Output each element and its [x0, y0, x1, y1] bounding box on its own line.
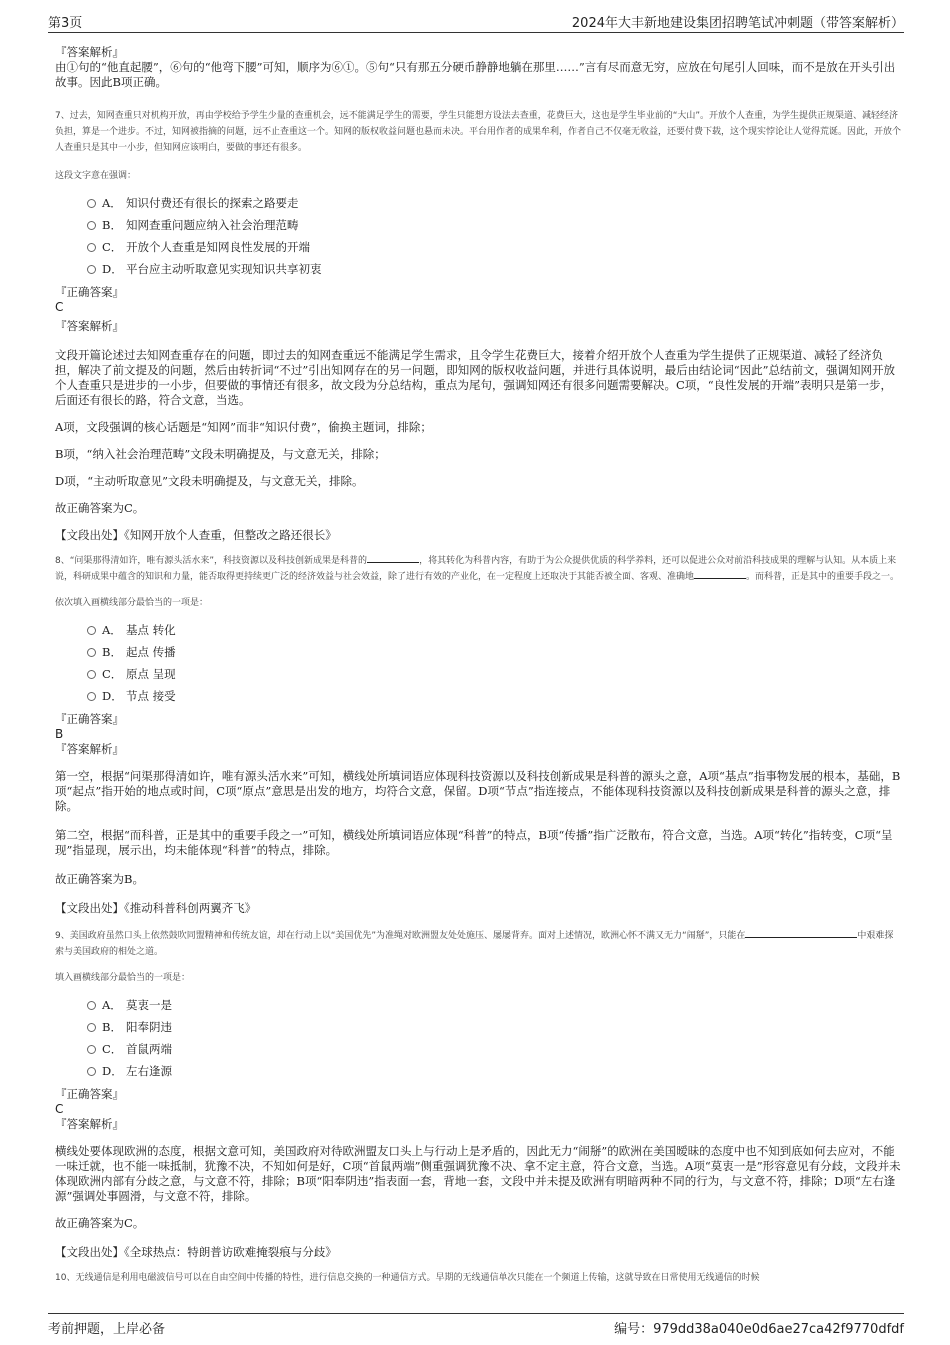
q9-correct-answer: C	[55, 1102, 64, 1116]
q9-analysis-label: 『答案解析』	[55, 1117, 124, 1131]
q9-stem: 9、美国政府虽然口头上依然鼓吹同盟精神和传统友谊，却在行动上以“美国优先”为准绳对欧洲盟友处处施压、屡屡背弃。面对上述情况，欧洲心怀不满又无力“闹掰”，只能在 中艰难探索与美国政府的相处之道。	[55, 928, 901, 960]
q8-prompt: 依次填入画横线部分最恰当的一项是：	[55, 598, 209, 608]
q9-options	[87, 994, 901, 1082]
page-footer	[48, 1313, 904, 1337]
q7-option-a[interactable]: A． 知识付费还有很长的探索之路要走	[87, 192, 901, 214]
document-body	[55, 44, 901, 1286]
q8-correct-label: 『正确答案』	[55, 712, 124, 726]
radio-icon[interactable]	[87, 626, 96, 635]
radio-icon[interactable]	[87, 243, 96, 252]
q8-stem: 8、“问渠那得清如许，唯有源头活水来”，科技资源以及科技创新成果是科普的 ，将其转化为科普内容，有助于为公众提供优质的科学养料，还可以促进公众对前沿科技成果的理解与认知。从本质上来说，科研成果中蕴含的知识和力量，能否取得更持续更广泛的经济效益与社会效益，除了进行有效的产业化，在一定程度上还取决于其能否被全面、客观、准确地 。而科普，正是其中的重要手段之一。	[55, 553, 901, 585]
q8-options	[87, 619, 901, 707]
q8-analysis-p3: 故正确答案为B。	[55, 872, 144, 886]
radio-icon[interactable]	[87, 1045, 96, 1054]
q7-option-b[interactable]: B． 知网查重问题应纳入社会治理范畴	[87, 214, 901, 236]
q8-option-c[interactable]: C． 原点 呈现	[87, 663, 901, 685]
q7-option-d[interactable]: D． 平台应主动听取意见实现知识共享初衷	[87, 258, 901, 280]
q7-options	[87, 192, 901, 280]
footer-serial: 编号：979dd38a040e0d6ae27ca42f9770dfdf	[614, 1322, 904, 1337]
blank-line	[694, 569, 746, 579]
q9-prompt: 填入画横线部分最恰当的一项是：	[55, 973, 191, 983]
q9-correct-label: 『正确答案』	[55, 1087, 124, 1101]
q8-analysis-label: 『答案解析』	[55, 742, 124, 756]
radio-icon[interactable]	[87, 221, 96, 230]
q6-analysis: 由①句的“他直起腰”，⑥句的“他弯下腰”可知，顺序为⑥①。⑤句“只有那五分硬币静静地躺在那里……”言有尽而意无穷，应放在句尾引人回味，而不是放在开头引出故事。因此B项正确。	[55, 60, 896, 89]
radio-icon[interactable]	[87, 199, 96, 208]
q8-analysis-p1: 第一空，根据“问渠那得清如许，唯有源头活水来”可知，横线处所填词语应体现科技资源以及科技创新成果是科普的源头之意，A项“基点”指事物发展的根本，基础，B项“起点”指开始的地点或时间，C项“原点”意思是出发的地方，均符合文意，保留。D项“节点”指连接点，不能体现科技资源以及科技创新成果是科普的源头之意，排除。	[55, 769, 901, 813]
q7-prompt: 这段文字意在强调：	[55, 171, 137, 181]
q7-stem: 7、过去，知网查重只对机构开放，再由学校给予学生少量的查重机会，远不能满足学生的需要，学生只能想方设法去查重，花费巨大，这也是学生毕业前的“大山”。开放个人查重，为学生提供正规渠道、减轻经济负担，算是一个进步。不过，知网被指摘的问题，远不止查重这一个。知网的版权收益问题也悬而未决。平台用作者的成果牟利，作者自己不仅毫无收益，还要付费下载，这个现实悖论让人觉得荒诞。因此，开放个人查重只是其中一小步，但知网应该明白，要做的事还有很多。	[55, 111, 902, 153]
document-title: 2024年大丰新地建设集团招聘笔试冲刺题（带答案解析）	[571, 16, 904, 31]
q9-option-d[interactable]: D． 左右逢源	[87, 1060, 901, 1082]
page-number: 第3页	[48, 16, 83, 31]
q9-option-c[interactable]: C． 首鼠两端	[87, 1038, 901, 1060]
q7-analysis-p1: 文段开篇论述过去知网查重存在的问题，即过去的知网查重远不能满足学生需求，且令学生花费巨大，接着介绍开放个人查重为学生提供了正规渠道、减轻了经济负担，解决了前文提及的问题，然后由转折词“不过”引出知网存在的另一问题，即知网的版权收益问题，并进行具体说明，最后由结论词“因此”总结前文，强调知网开放个人查重只是进步的一小步，但要做的事情还有很多，故文段为分总结构，重点为尾句，强调知网还有很多问题需要解决。C项，“良性发展的开端”表明只是第一步，后面还有很长的路，符合文意，当选。	[55, 348, 896, 407]
q7-source: 【文段出处】《知网开放个人查重，但整改之路还很长》	[55, 528, 337, 542]
blank-line	[745, 928, 857, 938]
q8-option-a[interactable]: A． 基点 转化	[87, 619, 901, 641]
radio-icon[interactable]	[87, 1067, 96, 1076]
radio-icon[interactable]	[87, 692, 96, 701]
page-header	[48, 12, 904, 33]
q9-option-a[interactable]: A． 莫衷一是	[87, 994, 901, 1016]
q8-correct-answer: B	[55, 727, 64, 741]
q7-analysis-p4: D项，“主动听取意见”文段未明确提及，与文意无关，排除。	[55, 474, 364, 488]
radio-icon[interactable]	[87, 648, 96, 657]
q9-analysis-p2: 故正确答案为C。	[55, 1216, 145, 1230]
q9-option-b[interactable]: B． 阳奉阴违	[87, 1016, 901, 1038]
q7-option-c[interactable]: C． 开放个人查重是知网良性发展的开端	[87, 236, 901, 258]
q7-correct-answer: C	[55, 300, 64, 314]
q7-analysis-p2: A项，文段强调的核心话题是“知网”而非“知识付费”，偷换主题词，排除；	[55, 420, 432, 434]
radio-icon[interactable]	[87, 670, 96, 679]
q7-correct-label: 『正确答案』	[55, 285, 124, 299]
radio-icon[interactable]	[87, 1023, 96, 1032]
q6-analysis-label: 『答案解析』	[55, 45, 124, 59]
blank-line	[367, 553, 419, 563]
footer-slogan: 考前押题，上岸必备	[48, 1322, 166, 1337]
q8-source: 【文段出处】《推动科普科创两翼齐飞》	[55, 901, 257, 915]
q10-stem: 10、无线通信是利用电磁波信号可以在自由空间中传播的特性，进行信息交换的一种通信方式。早期的无线通信单次只能在一个频道上传输，这就导致在日常使用无线通信的时候	[55, 1273, 760, 1283]
q8-option-b[interactable]: B． 起点 传播	[87, 641, 901, 663]
radio-icon[interactable]	[87, 265, 96, 274]
q9-source: 【文段出处】《全球热点：特朗普访欧难掩裂痕与分歧》	[55, 1245, 337, 1259]
q8-option-d[interactable]: D． 节点 接受	[87, 685, 901, 707]
q8-analysis-p2: 第二空，根据“而科普，正是其中的重要手段之一”可知，横线处所填词语应体现“科普”的特点，B项“传播”指广泛散布，符合文意，当选。A项“转化”指转变，C项“呈现”指显现，展示出，均未能体现“科普”的特点，排除。	[55, 828, 893, 857]
q7-analysis-label: 『答案解析』	[55, 319, 124, 333]
q7-analysis-p3: B项，“纳入社会治理范畴”文段未明确提及，与文意无关，排除；	[55, 447, 386, 461]
q7-analysis-p5: 故正确答案为C。	[55, 501, 145, 515]
q9-analysis-p1: 横线处要体现欧洲的态度，根据文意可知，美国政府对待欧洲盟友口头上与行动上是矛盾的，因此无力“闹掰”的欧洲在美国暧昧的态度中也不知到底如何去应对，不能一味迁就，也不能一味抵制，犹豫不决，不知如何是好，C项“首鼠两端”侧重强调犹豫不决、拿不定主意，符合文意，当选。A项“莫衷一是”形容意见有分歧，文段并未体现欧洲内部有分歧之意，与文意不符，排除；B项“阳奉阴违”指表面一套，背地一套，文段中并未提及欧洲有明暗两种不同的行为，与文意不符，排除；D项“左右逢源”强调处事圆滑，与文意不符，排除。	[55, 1144, 901, 1203]
radio-icon[interactable]	[87, 1001, 96, 1010]
